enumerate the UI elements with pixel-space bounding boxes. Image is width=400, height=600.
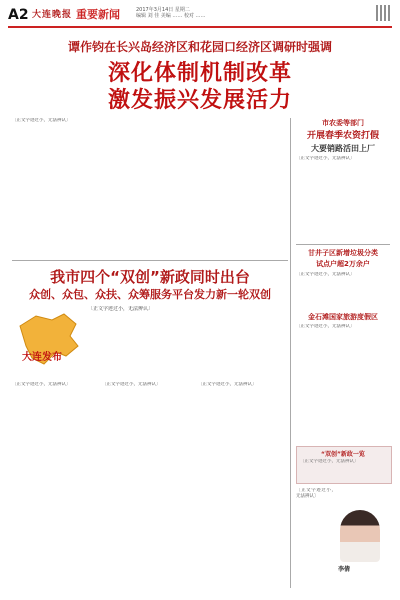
qr-code-icon (376, 5, 392, 21)
lead-headline-line1: 深化体制机制改革 (107, 61, 292, 86)
side-body-2: 〔正文字迹过小，无法辨认〕 (296, 272, 355, 277)
side-body-1: 〔正文字迹过小，无法辨认〕 (296, 156, 355, 161)
side-body-3: 〔正文字迹过小，无法辨认〕 (296, 324, 355, 329)
side-headline-2b: 试点户超2万余户 (316, 260, 370, 268)
section-divider (12, 260, 288, 261)
feature-body-mid: 〔正文字迹过小，无法辨认〕 (102, 382, 161, 387)
masthead-meta (136, 7, 206, 19)
photo-caption: 李倩 (338, 566, 351, 573)
dalian-map-logo (12, 306, 84, 378)
side-headline-1a: 市农委等部门 (322, 119, 364, 127)
column-divider (290, 118, 291, 588)
page-number: A2 (8, 7, 29, 23)
lead-headline-line2: 激发振兴发展活力 (107, 88, 292, 113)
side-headline-3: 金石滩国家旅游度假区 (308, 313, 378, 321)
section-title: 重要新闻 (76, 8, 120, 21)
side-headline-1b: 开展春季农资打假 (306, 131, 379, 141)
feature-intro: 〔正文字迹过小，无法辨认〕 (88, 306, 154, 312)
feature-subheadline: 众创、众包、众扶、众筹服务平台发力新一轮双创 (29, 288, 271, 301)
masthead-date: 2017年3月14日 星期二 (136, 7, 190, 13)
feature-body-right: 〔正文字迹过小，无法辨认〕 (198, 382, 257, 387)
masthead (8, 4, 392, 28)
feature-masthead-label: 大连发布 (22, 352, 62, 363)
side-divider (296, 244, 390, 245)
side-headline-2a: 甘井子区新增垃圾分类 (308, 249, 378, 257)
profile-photo (340, 510, 380, 562)
lead-body: 〔正文字迹过小，无法辨认〕 (12, 118, 71, 123)
masthead-editors: 编辑 刘 佳 美编 …… 校对 …… (136, 13, 206, 19)
lead-kicker: 谭作钧在长兴岛经济区和花园口经济区调研时强调 (67, 40, 332, 54)
newspaper-logo: 大连晚报 (32, 10, 73, 20)
boxed-item-body: 〔正文字迹过小，无法辨认〕 (300, 459, 359, 464)
feature-body-left: 〔正文字迹过小，无法辨认〕 (12, 382, 71, 387)
boxed-item-title: “双创”新政一览 (321, 451, 365, 458)
feature-headline: 我市四个“双创”新政同时出台 (50, 268, 250, 286)
side-headline-1c: 大要销路活田上厂 (311, 144, 375, 153)
profile-body: 〔正文字迹过小，无法辨认〕 (296, 488, 336, 499)
